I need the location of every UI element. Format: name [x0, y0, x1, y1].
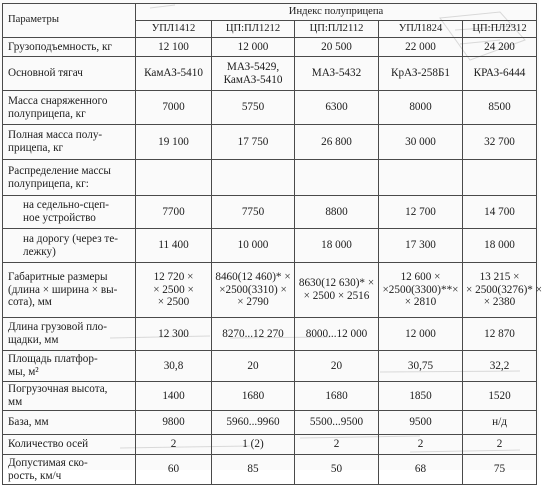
- value-line: МАЗ-5432: [311, 67, 362, 80]
- value-cell: [379, 91, 463, 125]
- model-header: ЦП:ПЛ1212: [212, 21, 295, 38]
- value-cell: [379, 455, 463, 485]
- value-cell: [379, 229, 463, 263]
- value-line: 12 600 ×: [400, 271, 441, 284]
- value-line: 1850: [409, 389, 432, 402]
- value-line: 30 000: [405, 135, 436, 148]
- value-cell: [295, 125, 379, 160]
- value-line: 26 800: [321, 135, 352, 148]
- value-cell: [379, 411, 463, 435]
- param-label-line: на дорогу (через те-: [23, 232, 119, 245]
- value-line: 10 000: [237, 239, 269, 252]
- row-dimensions: [3, 263, 537, 318]
- param-label: [3, 229, 136, 263]
- value-line: 2: [496, 438, 503, 451]
- value-line: 32,2: [489, 359, 510, 372]
- value-line: 32 700: [484, 135, 515, 148]
- value-line: 12 720 ×: [153, 271, 194, 284]
- value-cell: [379, 351, 463, 382]
- param-label-line: База, мм: [8, 416, 49, 429]
- param-label: [3, 263, 136, 318]
- value-line: 22 000: [405, 40, 436, 53]
- value-line: 17 750: [237, 135, 269, 148]
- value-cell: [212, 38, 295, 57]
- value-cell: [379, 382, 463, 411]
- value-line: КамАЗ-5410: [144, 67, 203, 80]
- value-line: 8000...12 000: [305, 327, 368, 340]
- value-cell: [295, 435, 379, 455]
- value-line: 1520: [488, 389, 511, 402]
- value-cell: [463, 57, 537, 91]
- value-line: 12 700: [405, 205, 436, 218]
- value-cell: [463, 196, 537, 229]
- value-cell: [136, 263, 212, 318]
- value-cell: [295, 91, 379, 125]
- params-header: Параметры: [3, 4, 136, 38]
- value-line: 6300: [325, 101, 348, 114]
- value-line: 75: [493, 463, 506, 476]
- value-cell: [463, 455, 537, 485]
- value-cell: [136, 91, 212, 125]
- value-line: 5750: [241, 101, 265, 114]
- value-cell: [379, 125, 463, 160]
- value-line: 9800: [162, 416, 185, 429]
- param-label-line: мм: [8, 396, 23, 408]
- value-line: 20: [330, 359, 343, 372]
- value-cell: [379, 318, 463, 351]
- param-label: [3, 91, 136, 125]
- param-label-line: (длина × ширина × вы-: [8, 283, 118, 296]
- value-cell: [295, 382, 379, 411]
- param-label-line: лежку): [23, 245, 56, 258]
- value-cell: [463, 351, 537, 382]
- value-cell: [295, 57, 379, 91]
- value-cell: [295, 38, 379, 57]
- value-cell: [295, 351, 379, 382]
- param-label-line: полуприцепа, кг:: [8, 177, 89, 190]
- row-mass-distribution: [3, 160, 537, 196]
- param-label-line: Полная масса полу-: [8, 129, 103, 142]
- value-cell: [136, 57, 212, 91]
- value-line: 8270...12 270: [222, 327, 284, 340]
- header-row-top: [3, 4, 537, 21]
- param-label: [3, 411, 136, 435]
- value-line: 1680: [241, 389, 265, 402]
- value-cell: [212, 263, 295, 318]
- value-cell: [136, 125, 212, 160]
- value-line: 50: [330, 463, 343, 476]
- value-cell: [212, 57, 295, 91]
- row-gross-mass: [3, 125, 537, 160]
- row-road-load: [3, 229, 537, 263]
- value-line: 1400: [162, 389, 185, 402]
- value-line: 68: [414, 463, 427, 476]
- value-line: 2: [333, 438, 340, 451]
- value-cell: [463, 263, 542, 318]
- value-line: 2: [417, 438, 424, 451]
- value-line: 5500...9500: [309, 416, 364, 429]
- param-label-line: Масса снаряженного: [8, 94, 108, 107]
- value-line: 8800: [325, 205, 348, 218]
- value-cell: [295, 411, 379, 435]
- value-line: × 2810: [404, 296, 437, 309]
- value-cell: [379, 435, 463, 455]
- param-label-line: Длина грузовой пло-: [8, 321, 107, 334]
- row-capacity: [3, 38, 537, 57]
- param-label-line: прицепа, кг: [8, 142, 64, 154]
- param-label-line: на седельно-сцеп-: [23, 199, 109, 212]
- value-line: 13 215 ×: [479, 271, 520, 284]
- value-cell: [463, 411, 537, 435]
- value-line: ×2500(3310) ×: [219, 283, 287, 296]
- param-label-line: ное устройство: [23, 212, 96, 224]
- param-label: [3, 382, 136, 411]
- param-label-line: Допустимая ско-: [8, 456, 88, 469]
- value-line: 12 000: [405, 327, 436, 340]
- value-line: 9500: [409, 416, 432, 429]
- value-cell: [212, 411, 295, 435]
- value-cell: [212, 229, 295, 263]
- row-curb-mass: [3, 91, 537, 125]
- value-cell: [136, 196, 212, 229]
- param-label: [3, 318, 136, 351]
- value-line: 14 700: [484, 205, 515, 218]
- param-label: [3, 196, 136, 229]
- param-label: [3, 160, 136, 196]
- param-label-line: сота), мм: [8, 296, 52, 309]
- value-line: 85: [247, 463, 259, 476]
- value-line: × 2790: [237, 296, 269, 309]
- value-line: 20: [247, 359, 259, 372]
- value-cell: [136, 411, 212, 435]
- value-cell: [463, 318, 537, 351]
- value-line: 60: [167, 463, 180, 476]
- value-line: × 2500 ×: [153, 283, 194, 296]
- semitrailer-spec-table: [2, 3, 542, 485]
- value-line: 24 200: [484, 40, 515, 53]
- value-cell: [463, 91, 537, 125]
- value-cell: [463, 435, 537, 455]
- value-cell: [212, 91, 295, 125]
- value-cell: [379, 263, 463, 318]
- param-label: [3, 351, 136, 382]
- value-line: × 2500 × 2516: [303, 290, 370, 302]
- model-header: ЦП:ПЛ2112: [295, 21, 379, 38]
- param-label: [3, 57, 136, 91]
- param-label: [3, 435, 136, 455]
- value-cell: [295, 229, 379, 263]
- value-line: 7750: [241, 205, 265, 218]
- value-cell: [136, 38, 212, 57]
- index-group-header: Индекс полуприцепа: [136, 4, 537, 21]
- value-cell: [295, 196, 379, 229]
- model-header: УПЛ1412: [136, 21, 212, 38]
- value-line: 7700: [162, 205, 185, 218]
- value-line: 8460(12 460)* ×: [215, 271, 291, 284]
- value-line: × 2500: [157, 296, 190, 309]
- value-cell: [295, 318, 379, 351]
- value-line: 11 400: [158, 239, 189, 252]
- row-loading-height: [3, 382, 537, 411]
- value-cell: [136, 455, 212, 485]
- row-platform-area: [3, 351, 537, 382]
- param-label: [3, 38, 136, 57]
- value-cell: [136, 351, 212, 382]
- value-cell: [136, 382, 212, 411]
- value-line: × 2500(3276)* ×: [466, 283, 542, 296]
- value-cell: [136, 160, 212, 196]
- value-line: 12 300: [158, 327, 189, 340]
- value-cell: [295, 263, 379, 318]
- param-label-line: Погрузочная высота,: [8, 383, 108, 396]
- value-line: 17 300: [405, 239, 436, 252]
- param-label-line: рость, км/ч: [8, 469, 62, 482]
- value-cell: [379, 38, 463, 57]
- value-line: × 2380: [483, 296, 516, 309]
- value-line: 2: [170, 438, 177, 451]
- row-axle-count: [3, 435, 537, 455]
- row-max-speed: [3, 455, 537, 485]
- value-cell: [295, 160, 379, 196]
- value-line: 7000: [162, 101, 185, 114]
- param-label: [3, 125, 136, 160]
- value-line: н/д: [492, 416, 507, 429]
- value-line: МАЗ-5429,: [226, 60, 280, 73]
- value-line: 12 870: [484, 327, 515, 340]
- value-cell: [379, 57, 463, 91]
- value-line: КрАЗ-258Б1: [391, 67, 450, 80]
- value-cell: [136, 229, 212, 263]
- value-cell: [463, 229, 537, 263]
- value-line: 5960...9960: [226, 416, 280, 429]
- model-header: УПЛ1824: [379, 21, 463, 38]
- param-label-line: щадки, мм: [8, 334, 59, 346]
- value-line: 19 100: [158, 135, 189, 148]
- param-label-line: Площадь платфор-: [8, 353, 98, 366]
- value-cell: [212, 196, 295, 229]
- value-cell: [379, 160, 463, 196]
- value-line: 1680: [325, 389, 348, 402]
- value-line: 8000: [409, 101, 432, 114]
- value-cell: [212, 125, 295, 160]
- value-line: 30,8: [163, 359, 184, 372]
- row-wheelbase: [3, 411, 537, 435]
- value-line: 18 000: [484, 239, 515, 252]
- param-label-line: мы, м²: [8, 366, 39, 378]
- value-cell: [212, 455, 295, 485]
- param-label-line: Основной тягач: [8, 67, 83, 80]
- param-label-line: Габаритные размеры: [8, 271, 108, 284]
- value-cell: [212, 160, 295, 196]
- value-cell: [463, 160, 537, 196]
- param-label-line: Грузоподъемность, кг: [8, 40, 112, 53]
- value-cell: [463, 382, 537, 411]
- value-line: 30,75: [407, 359, 434, 372]
- row-fifth-wheel-load: [3, 196, 537, 229]
- value-cell: [212, 318, 295, 351]
- value-line: 20 500: [321, 40, 352, 53]
- param-label: [3, 455, 136, 485]
- param-label-line: Количество осей: [8, 438, 89, 451]
- model-header: ЦП:ПЛ2312: [463, 21, 537, 38]
- value-cell: [212, 435, 295, 455]
- value-line: 12 100: [158, 40, 189, 53]
- value-cell: [463, 38, 537, 57]
- value-cell: [212, 382, 295, 411]
- value-cell: [136, 435, 212, 455]
- value-line: КамАЗ-5410: [223, 73, 283, 86]
- row-platform-length: [3, 318, 537, 351]
- value-line: ×2500(3300)**×: [382, 283, 459, 296]
- value-line: 12 000: [237, 40, 269, 53]
- value-cell: [379, 196, 463, 229]
- value-line: 1 (2): [242, 438, 264, 451]
- param-label-line: полуприцепа, кг: [8, 107, 86, 120]
- value-line: 18 000: [321, 239, 352, 252]
- value-line: 8500: [488, 101, 511, 114]
- row-tractor: [3, 57, 537, 91]
- param-label-line: Распределение массы: [8, 164, 111, 177]
- value-cell: [295, 455, 379, 485]
- value-cell: [136, 318, 212, 351]
- value-cell: [212, 351, 295, 382]
- value-line: КРАЗ-6444: [473, 67, 526, 80]
- value-cell: [463, 125, 537, 160]
- value-line: 8630(12 630)* ×: [298, 277, 375, 290]
